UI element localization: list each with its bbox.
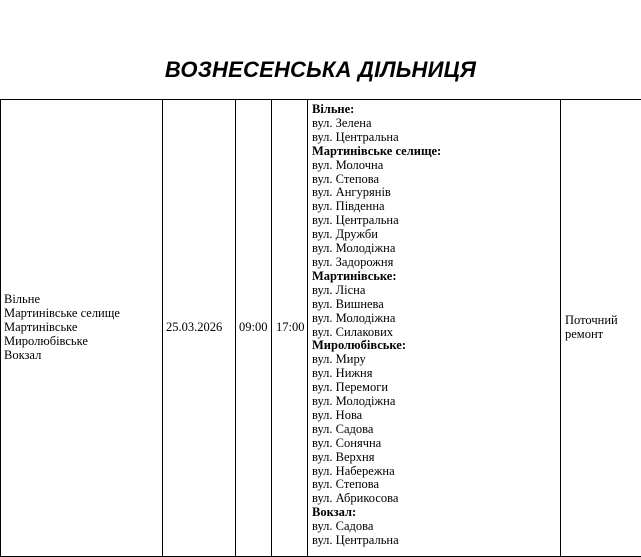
street-item: вул. Нова [312,407,363,422]
time-from-cell [236,100,271,556]
street-item: вул. Верхня [312,449,375,464]
street-item: вул. Зелена [312,115,372,130]
street-item: вул. Степова [312,171,380,186]
time-to-cell [272,100,307,556]
street-item: вул. Сонячна [312,435,382,450]
settlements-list [0,100,162,556]
street-group-heading: Миролюбівське: [312,338,406,353]
time-to: 17:00 [276,320,305,335]
street-item: вул. Ангурянів [312,185,391,200]
reason-line: ремонт [565,327,604,341]
reason-line: Поточний [565,313,618,328]
settlement-item: Мартинівське [4,320,78,335]
street-item: вул. Молодіжна [312,394,396,409]
settlement-item: Миролюбівське [4,333,88,348]
reason-text [561,100,641,556]
street-item: вул. Задорожня [312,254,394,269]
reason-cell [561,100,641,556]
street-item: вул. Дружби [312,227,378,242]
streets-list [312,103,558,548]
street-item: вул. Набережна [312,463,395,478]
street-item: вул. Садова [312,421,374,436]
street-item: вул. Центральна [312,213,399,228]
street-item: вул. Перемоги [312,380,389,395]
street-item: вул. Силакових [312,324,394,339]
street-item: вул. Лісна [312,282,366,297]
street-group-heading: Вокзал: [312,505,357,520]
street-item: вул. Молодіжна [312,310,396,325]
street-group-heading: Вільне: [312,102,355,116]
streets-cell [308,100,560,556]
street-item: вул. Молочна [312,157,384,172]
street-item: вул. Вишнева [312,296,384,311]
settlement-item: Вокзал [4,347,42,362]
street-item: вул. Абрикосова [312,491,399,506]
street-item: вул. Центральна [312,533,399,548]
settlements-cell [0,100,162,556]
page-title: ВОЗНЕСЕНСЬКА ДІЛЬНИЦЯ [164,57,477,82]
street-item: вул. Миру [312,352,366,367]
street-group-heading: Мартинівське: [312,268,397,283]
time-from: 09:00 [239,320,268,335]
street-item: вул. Степова [312,477,380,492]
settlement-item: Мартинівське селище [4,306,120,321]
street-item: вул. Центральна [312,129,399,144]
date-cell [163,100,235,556]
street-item: вул. Нижня [312,366,373,381]
street-group-heading: Мартинівське селище: [312,143,442,158]
settlement-item: Вільне [4,292,40,307]
outage-table [0,99,641,557]
outage-date: 25.03.2026 [166,320,223,335]
street-item: вул. Садова [312,519,374,534]
street-item: вул. Південна [312,199,385,214]
street-item: вул. Молодіжна [312,241,396,256]
